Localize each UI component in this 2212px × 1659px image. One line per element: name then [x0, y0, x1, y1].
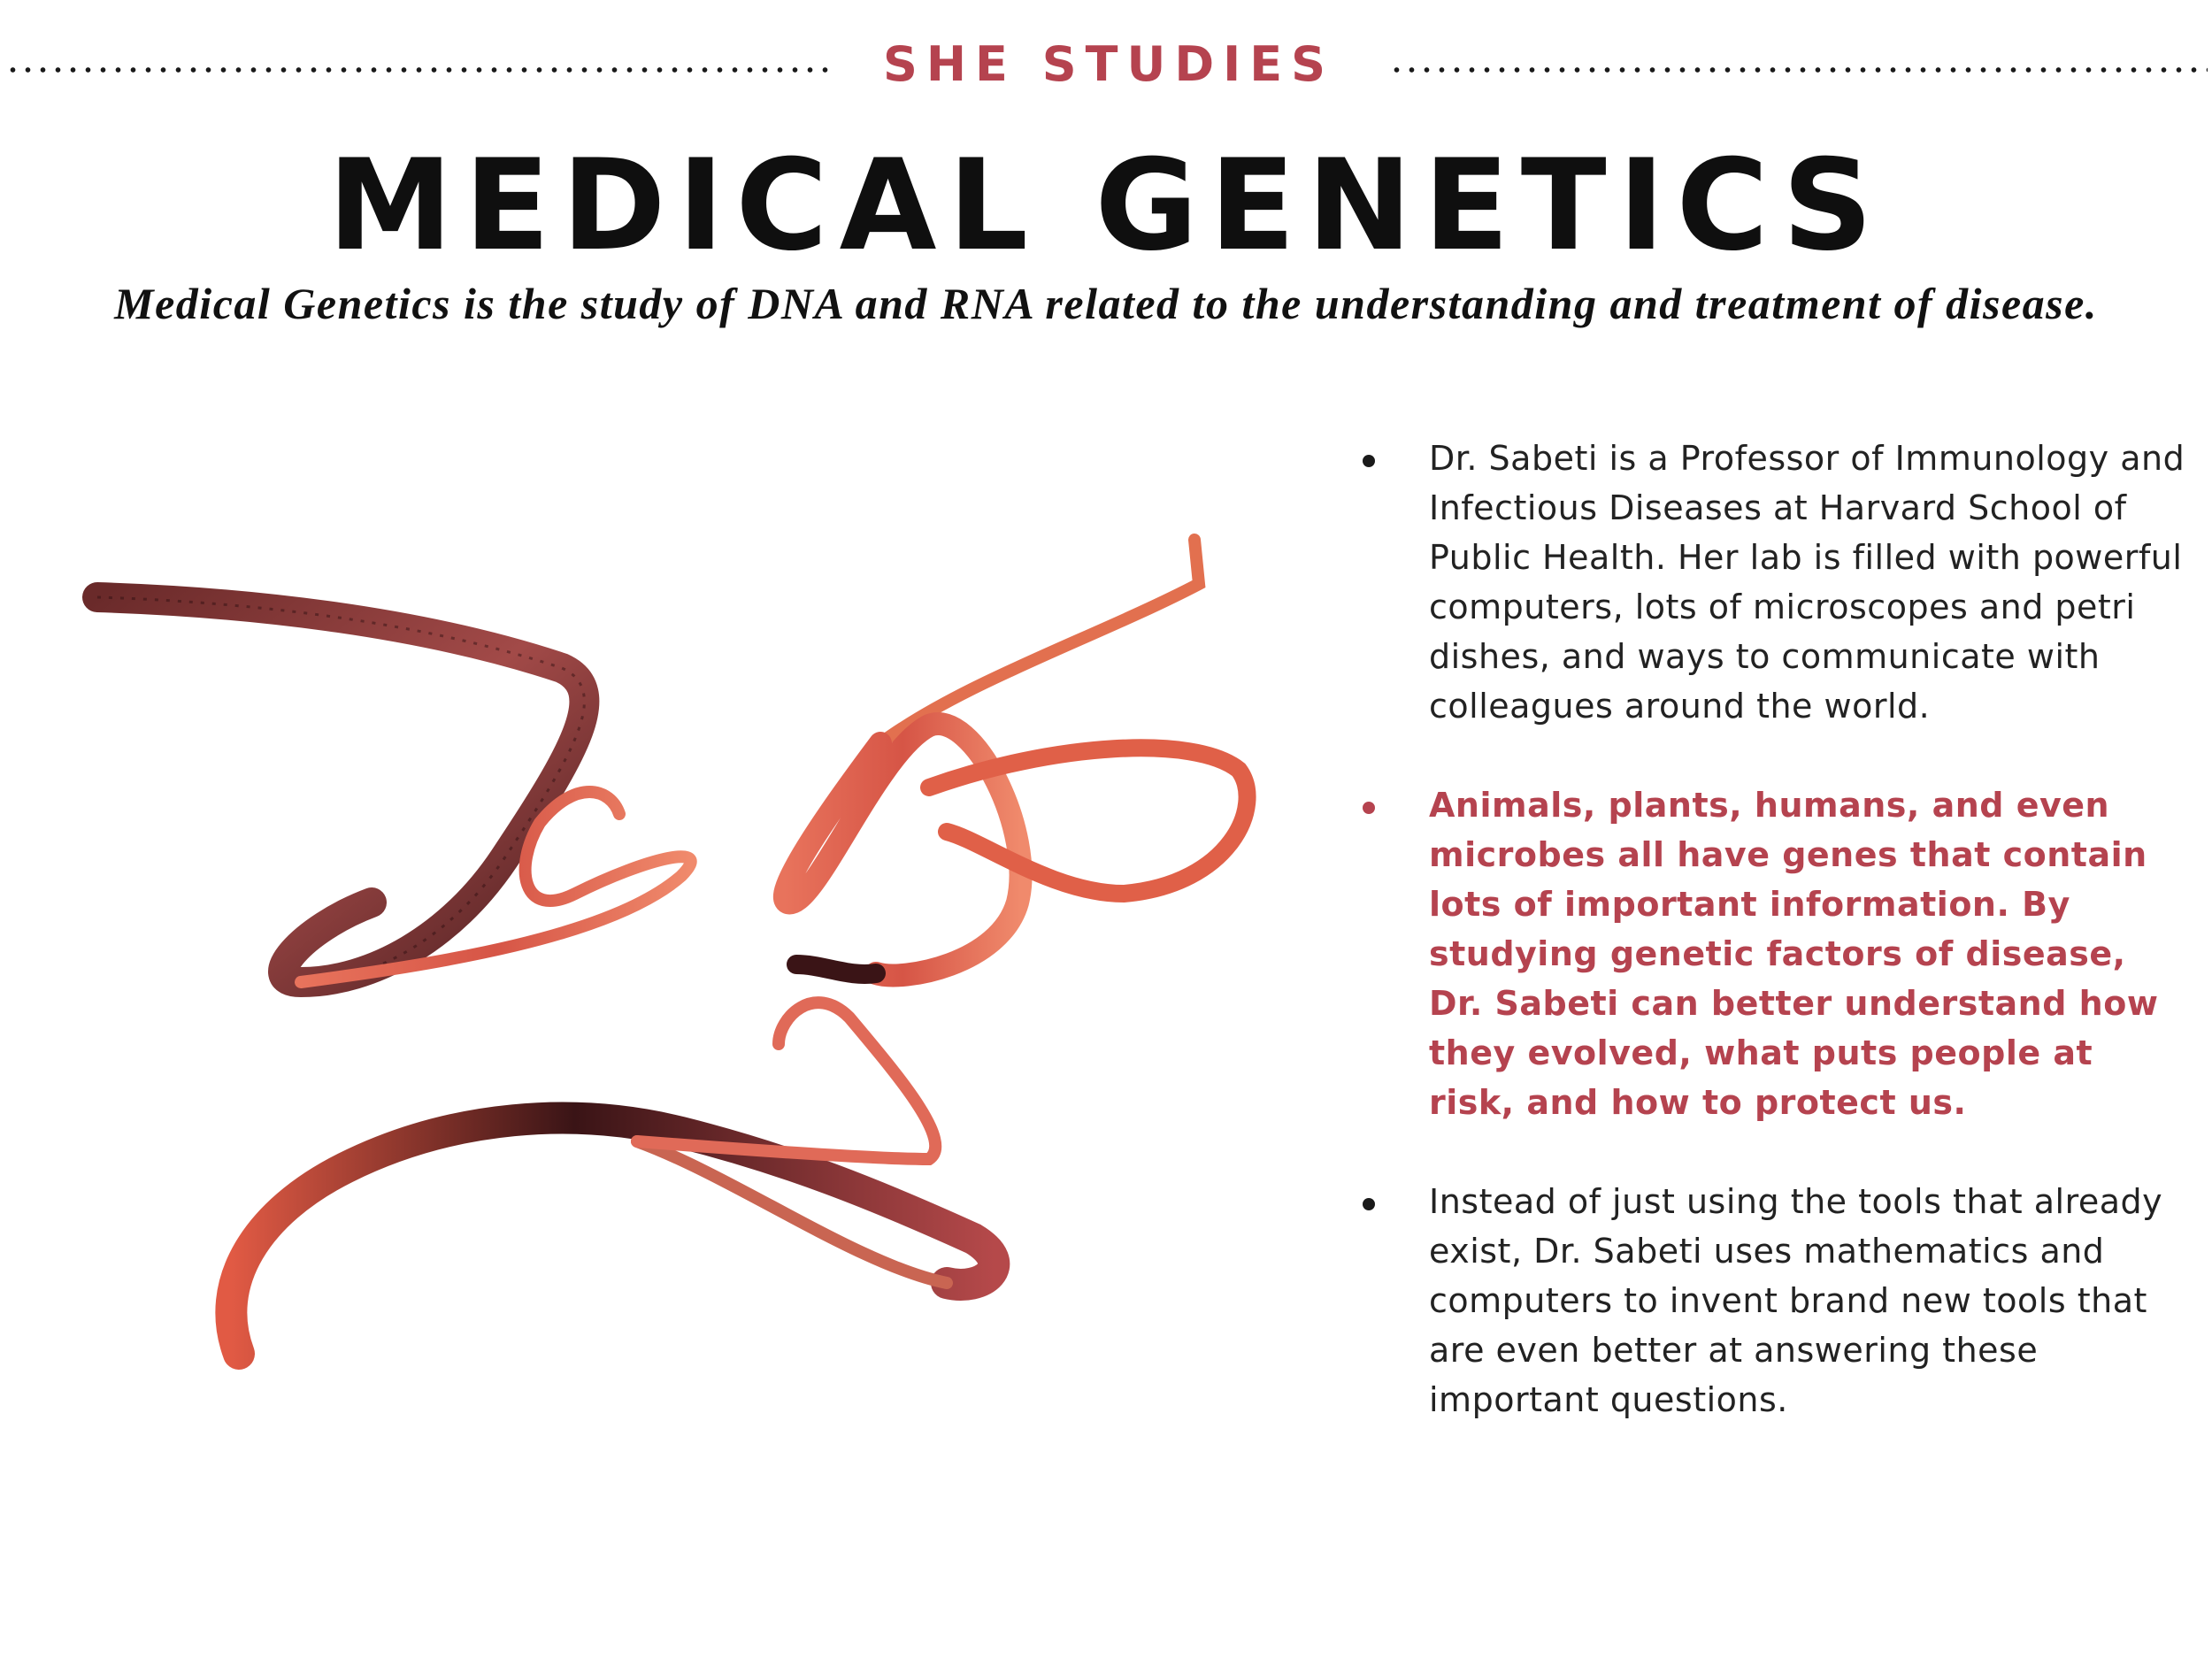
list-item [1363, 434, 2185, 731]
bullet-dot [1363, 1198, 1375, 1210]
bullet-list [1363, 434, 2185, 1474]
eyebrow-label: SHE STUDIES [882, 36, 1335, 92]
bullet-text: Dr. Sabeti is a Professor of Immunology and Infectious Diseases at Harvard School of Public Health. Her lab is filled with powerful computers, lots of microscopes and petri dishes, and ways to communicate with colleagues around the world. [1429, 439, 2185, 726]
bullet-dot [1363, 455, 1375, 467]
page-subtitle: Medical Genetics is the study of DNA and RNA related to the understanding and treatment of disease. [114, 279, 2098, 328]
ebola-virus-filaments-icon [80, 522, 1265, 1389]
list-item-highlight [1363, 780, 2185, 1127]
dotted-rule-left [5, 67, 828, 73]
bullet-text: Animals, plants, humans, and even microbes all have genes that contain lots of important information. By studying genetic factors of disease, Dr. Sabeti can better understand how they evolved, what puts people at risk, and how to protect us. [1429, 786, 2159, 1122]
dotted-rule-right [1389, 67, 2208, 73]
page-title: MEDICAL GENETICS [327, 133, 1885, 279]
bullet-dot [1363, 802, 1375, 814]
list-item [1363, 1177, 2185, 1425]
bullet-text: Instead of just using the tools that already exist, Dr. Sabeti uses mathematics and computers to invent brand new tools that are even better at answering these important questions. [1429, 1182, 2163, 1419]
